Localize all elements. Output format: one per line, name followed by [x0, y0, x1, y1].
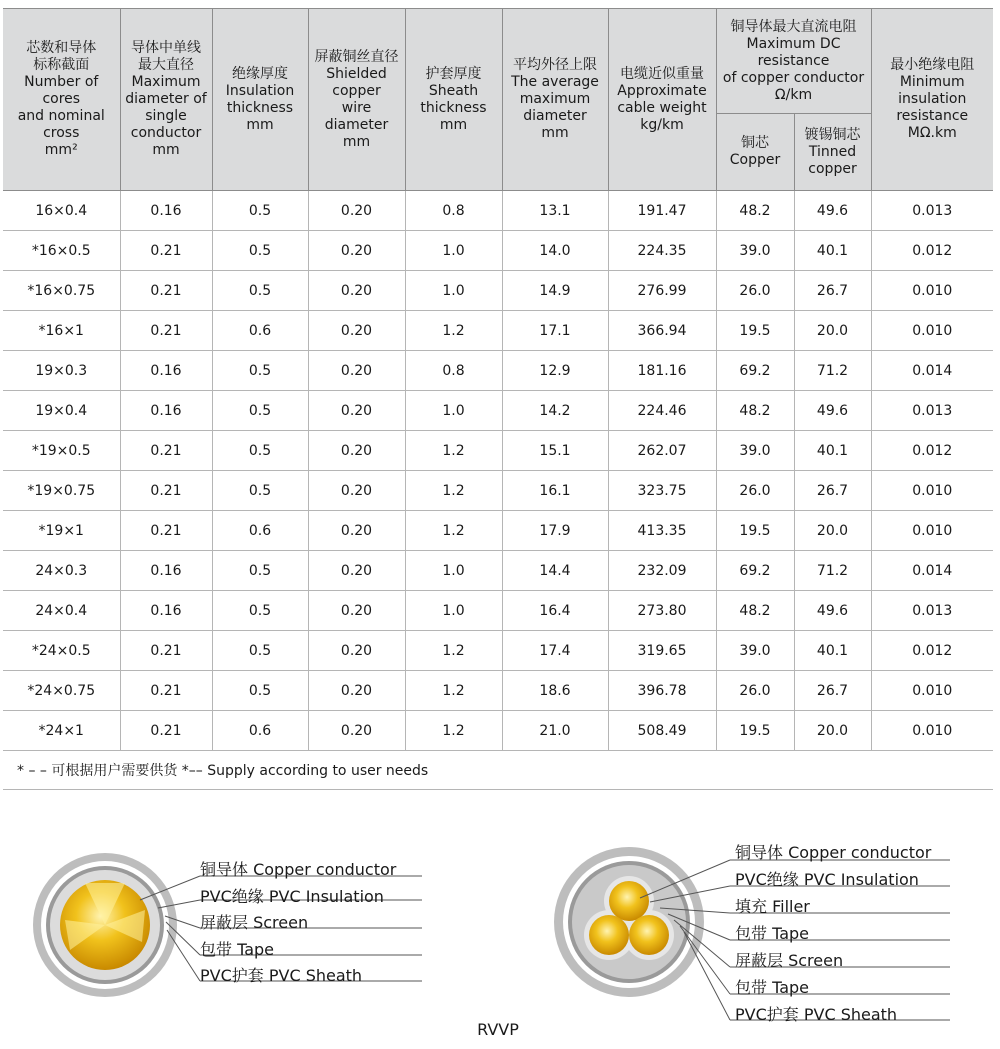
- table-row: [3, 231, 993, 271]
- header-line: MΩ.km: [907, 125, 957, 141]
- table-cell: 0.5: [212, 631, 308, 671]
- diagram-label: 包带 Tape: [735, 978, 810, 997]
- table-cell: 1.0: [405, 591, 502, 631]
- table-cell: 413.35: [608, 511, 716, 551]
- leader-screen: [674, 920, 730, 967]
- header-line: copper: [808, 160, 857, 177]
- table-cell: 276.99: [608, 271, 716, 311]
- table-cell: 16.1: [502, 471, 608, 511]
- table-cell: 0.013: [871, 591, 993, 631]
- table-cell: 0.16: [120, 391, 212, 431]
- table-cell: 26.7: [794, 471, 871, 511]
- diagram-label: 铜导体 Copper conductor: [735, 843, 932, 862]
- table-cell: 0.21: [120, 231, 212, 271]
- table-cell: 0.21: [120, 711, 212, 751]
- table-cell: 48.2: [716, 191, 794, 231]
- table-cell: 1.2: [405, 511, 502, 551]
- header-line: single: [145, 108, 187, 124]
- spec-table: [3, 8, 993, 790]
- table-cell: 19×0.3: [3, 351, 120, 391]
- table-cell: 69.2: [716, 351, 794, 391]
- table-cell: 0.5: [212, 391, 308, 431]
- table-cell: 21.0: [502, 711, 608, 751]
- diagram-label: 铜导体 Copper conductor: [200, 860, 397, 879]
- table-cell: 1.0: [405, 271, 502, 311]
- table-row: [3, 311, 993, 351]
- header-line: The average: [511, 74, 599, 90]
- header-line: mm²: [44, 142, 78, 158]
- table-cell: 0.20: [308, 271, 405, 311]
- table-cell: 0.16: [120, 191, 212, 231]
- table-cell: 39.0: [716, 631, 794, 671]
- table-cell: 24×0.4: [3, 591, 120, 631]
- diagram-label: 填充 Filler: [735, 897, 810, 916]
- table-cell: 48.2: [716, 591, 794, 631]
- table-row: [3, 471, 993, 511]
- diagram-label: PVC护套 PVC Sheath: [735, 1005, 898, 1024]
- table-cell: 14.9: [502, 271, 608, 311]
- table-cell: *16×0.5: [3, 231, 120, 271]
- header-line: 最小绝缘电阻: [890, 57, 975, 73]
- table-cell: 0.21: [120, 271, 212, 311]
- table-cell: 232.09: [608, 551, 716, 591]
- header-line: thickness: [420, 99, 487, 116]
- header-line: wire diameter: [324, 99, 389, 133]
- table-cell: 1.2: [405, 711, 502, 751]
- table-cell: 0.014: [871, 351, 993, 391]
- table-cell: 0.20: [308, 431, 405, 471]
- table-cell: 0.6: [212, 511, 308, 551]
- leader-tape-outer: [680, 926, 730, 994]
- header-weight: [608, 9, 716, 191]
- table-cell: *24×0.5: [3, 631, 120, 671]
- table-cell: 15.1: [502, 431, 608, 471]
- table-cell: 0.8: [405, 191, 502, 231]
- header-line: of copper conductor: [722, 69, 865, 86]
- table-cell: 191.47: [608, 191, 716, 231]
- table-cell: 0.5: [212, 551, 308, 591]
- table-cell: 19×0.4: [3, 391, 120, 431]
- table-cell: 0.012: [871, 431, 993, 471]
- table-cell: 26.0: [716, 271, 794, 311]
- table-cell: 48.2: [716, 391, 794, 431]
- table-cell: 1.2: [405, 311, 502, 351]
- table-note: * – – 可根据用户需要供货 *–– Supply according to user needs: [3, 751, 993, 790]
- table-cell: 1.0: [405, 391, 502, 431]
- table-cell: 0.5: [212, 431, 308, 471]
- header-line: Shielded copper: [326, 65, 387, 99]
- table-cell: 323.75: [608, 471, 716, 511]
- table-cell: 17.4: [502, 631, 608, 671]
- table-cell: 26.7: [794, 271, 871, 311]
- table-cell: 224.35: [608, 231, 716, 271]
- header-line: 铜芯: [741, 135, 769, 151]
- table-cell: 224.46: [608, 391, 716, 431]
- table-cell: 19.5: [716, 511, 794, 551]
- table-cell: 49.6: [794, 191, 871, 231]
- table-cell: 0.8: [405, 351, 502, 391]
- header-line: Number of cores: [24, 74, 99, 107]
- table-cell: *19×0.5: [3, 431, 120, 471]
- table-cell: 14.0: [502, 231, 608, 271]
- table-cell: 0.010: [871, 711, 993, 751]
- table-cell: 0.16: [120, 551, 212, 591]
- table-cell: 0.20: [308, 591, 405, 631]
- table-cell: 39.0: [716, 231, 794, 271]
- table-row: [3, 551, 993, 591]
- table-cell: 0.20: [308, 511, 405, 551]
- header-line: Ω/km: [774, 86, 813, 103]
- header-line: mm: [541, 125, 569, 141]
- table-cell: 0.5: [212, 471, 308, 511]
- table-cell: 0.20: [308, 471, 405, 511]
- model-caption: RVVP: [477, 1020, 519, 1039]
- table-cell: 0.5: [212, 351, 308, 391]
- table-cell: 18.6: [502, 671, 608, 711]
- table-cell: 0.010: [871, 511, 993, 551]
- header-line: 屏蔽铜丝直径: [314, 48, 399, 65]
- header-line: conductor: [130, 125, 202, 141]
- table-cell: 12.9: [502, 351, 608, 391]
- table-cell: 49.6: [794, 591, 871, 631]
- table-cell: 1.0: [405, 551, 502, 591]
- leader-tape: [668, 914, 730, 940]
- header-line: 标称截面: [33, 57, 90, 73]
- table-cell: 40.1: [794, 231, 871, 271]
- table-cell: 17.1: [502, 311, 608, 351]
- table-cell: 40.1: [794, 631, 871, 671]
- table-cell: 0.20: [308, 191, 405, 231]
- table-cell: 0.010: [871, 471, 993, 511]
- table-row: [3, 591, 993, 631]
- header-line: Sheath: [428, 82, 479, 99]
- leader-conductor: [140, 876, 200, 900]
- table-cell: 0.21: [120, 631, 212, 671]
- diagram-label: PVC绝缘 PVC Insulation: [735, 870, 919, 889]
- table-cell: 0.5: [212, 271, 308, 311]
- header-line: 护套厚度: [425, 65, 482, 82]
- header-line: diameter of: [125, 91, 207, 107]
- table-cell: 0.20: [308, 391, 405, 431]
- table-cell: 69.2: [716, 551, 794, 591]
- leader-insulation: [158, 900, 200, 908]
- diagram-label: 屏蔽层 Screen: [200, 913, 309, 932]
- table-row: [3, 271, 993, 311]
- header-line: 镀锡铜芯: [804, 126, 861, 143]
- header-line: mm: [439, 116, 468, 133]
- table-cell: 0.20: [308, 671, 405, 711]
- table-cell: 49.6: [794, 391, 871, 431]
- leader-filler: [660, 908, 730, 913]
- header-line: diameter: [523, 108, 587, 124]
- diagram-label: 包带 Tape: [200, 939, 275, 959]
- header-sheath: [405, 9, 502, 191]
- table-body: [3, 191, 993, 751]
- header-tinned: [794, 114, 871, 191]
- header-line: Maximum: [131, 74, 201, 90]
- table-cell: *19×0.75: [3, 471, 120, 511]
- table-cell: 39.0: [716, 431, 794, 471]
- header-line: mm: [152, 142, 180, 158]
- header-line: resistance: [896, 108, 969, 124]
- table-cell: 17.9: [502, 511, 608, 551]
- table-cell: 71.2: [794, 351, 871, 391]
- table-cell: *16×1: [3, 311, 120, 351]
- header-line: 最大直径: [138, 57, 194, 73]
- header-line: 绝缘厚度: [232, 65, 288, 82]
- table-row: [3, 711, 993, 751]
- table-cell: 0.010: [871, 271, 993, 311]
- table-cell: 0.16: [120, 351, 212, 391]
- diagram-label: PVC绝缘 PVC Insulation: [200, 886, 384, 906]
- table-cell: 20.0: [794, 711, 871, 751]
- table-cell: 0.5: [212, 591, 308, 631]
- table-cell: *19×1: [3, 511, 120, 551]
- table-row: [3, 631, 993, 671]
- table-cell: 1.2: [405, 631, 502, 671]
- header-line: and nominal cross: [17, 108, 105, 141]
- leader-conductor: [640, 860, 730, 898]
- table-cell: 508.49: [608, 711, 716, 751]
- table-cell: 0.012: [871, 631, 993, 671]
- table-cell: *24×0.75: [3, 671, 120, 711]
- table-cell: 0.20: [308, 351, 405, 391]
- table-cell: *16×0.75: [3, 271, 120, 311]
- header-shield-wire: [308, 9, 405, 191]
- header-average-outer: [502, 9, 608, 191]
- table-cell: 20.0: [794, 311, 871, 351]
- table-cell: 14.2: [502, 391, 608, 431]
- table-cell: 0.20: [308, 551, 405, 591]
- header-line: mm: [342, 133, 371, 150]
- table-cell: 71.2: [794, 551, 871, 591]
- table-cell: 19.5: [716, 711, 794, 751]
- leader-sheath: [684, 932, 730, 1020]
- table-cell: 1.0: [405, 231, 502, 271]
- table-cell: 19.5: [716, 311, 794, 351]
- table-cell: 20.0: [794, 511, 871, 551]
- table-cell: 0.012: [871, 231, 993, 271]
- diagram-label: 包带 Tape: [735, 924, 810, 943]
- header-line: kg/km: [640, 116, 684, 133]
- table-cell: 14.4: [502, 551, 608, 591]
- table-cell: 0.014: [871, 551, 993, 591]
- table-cell: 0.21: [120, 311, 212, 351]
- header-line: mm: [246, 116, 274, 133]
- table-cell: 13.1: [502, 191, 608, 231]
- diagram-label: PVC护套 PVC Sheath: [200, 966, 363, 985]
- header-copper: [716, 114, 794, 191]
- header-line: thickness: [226, 99, 294, 116]
- table-cell: 26.0: [716, 471, 794, 511]
- table-cell: 0.013: [871, 191, 993, 231]
- header-min-insulation: [871, 9, 993, 191]
- header-line: Approximate: [617, 82, 707, 99]
- header-line: Maximum DC resistance: [746, 35, 841, 69]
- header-insulation: [212, 9, 308, 191]
- table-cell: 26.0: [716, 671, 794, 711]
- header-line: 平均外径上限: [513, 57, 597, 73]
- header-dc-resistance: [716, 9, 871, 114]
- header-line: Copper: [729, 152, 781, 168]
- table-cell: *24×1: [3, 711, 120, 751]
- header-line: maximum: [519, 91, 591, 107]
- table-cell: 366.94: [608, 311, 716, 351]
- table-cell: 262.07: [608, 431, 716, 471]
- table-cell: 16.4: [502, 591, 608, 631]
- header-line: 芯数和导体: [26, 40, 97, 56]
- table-cell: 0.5: [212, 671, 308, 711]
- header-line: 电缆近似重量: [620, 65, 704, 82]
- table-cell: 181.16: [608, 351, 716, 391]
- table-cell: 0.21: [120, 511, 212, 551]
- table-cell: 16×0.4: [3, 191, 120, 231]
- table-row: [3, 351, 993, 391]
- table-cell: 0.20: [308, 711, 405, 751]
- table-cell: 0.21: [120, 471, 212, 511]
- header-line: Minimum insulation: [898, 74, 967, 107]
- table-cell: 0.6: [212, 311, 308, 351]
- conductor-left: [589, 915, 629, 955]
- table-cell: 40.1: [794, 431, 871, 471]
- header-line: cable weight: [617, 99, 707, 116]
- table-cell: 1.2: [405, 431, 502, 471]
- table-cell: 0.013: [871, 391, 993, 431]
- header-line: 导体中单线: [131, 40, 201, 56]
- table-cell: 273.80: [608, 591, 716, 631]
- table-row: [3, 511, 993, 551]
- table-row: [3, 391, 993, 431]
- table-cell: 396.78: [608, 671, 716, 711]
- header-line: 铜导体最大直流电阻: [730, 18, 857, 35]
- table-cell: 0.010: [871, 671, 993, 711]
- table-cell: 0.20: [308, 231, 405, 271]
- table-cell: 1.2: [405, 671, 502, 711]
- table-row: [3, 671, 993, 711]
- table-row: [3, 431, 993, 471]
- table-cell: 0.20: [308, 311, 405, 351]
- table-cell: 0.010: [871, 311, 993, 351]
- table-cell: 1.2: [405, 471, 502, 511]
- table-cell: 319.65: [608, 631, 716, 671]
- table-cell: 0.21: [120, 431, 212, 471]
- table-cell: 24×0.3: [3, 551, 120, 591]
- table-cell: 0.21: [120, 671, 212, 711]
- table-row: [3, 191, 993, 231]
- table-cell: 0.5: [212, 191, 308, 231]
- leader-tape: [166, 922, 200, 955]
- table-cell: 0.20: [308, 631, 405, 671]
- header-line: Tinned: [808, 143, 857, 160]
- header-max-single-diameter: [120, 9, 212, 191]
- diagram-label: 屏蔽层 Screen: [735, 951, 844, 970]
- table-cell: 26.7: [794, 671, 871, 711]
- header-line: Insulation: [225, 82, 295, 99]
- table-cell: 0.5: [212, 231, 308, 271]
- table-cell: 0.6: [212, 711, 308, 751]
- header-cores: [3, 9, 120, 191]
- leader-sheath: [167, 930, 200, 981]
- table-cell: 0.16: [120, 591, 212, 631]
